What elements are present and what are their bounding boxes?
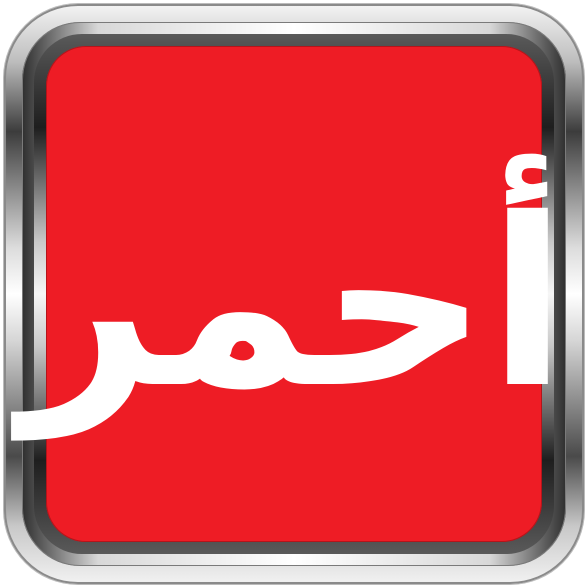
icon-label: أحمر [20, 169, 568, 439]
